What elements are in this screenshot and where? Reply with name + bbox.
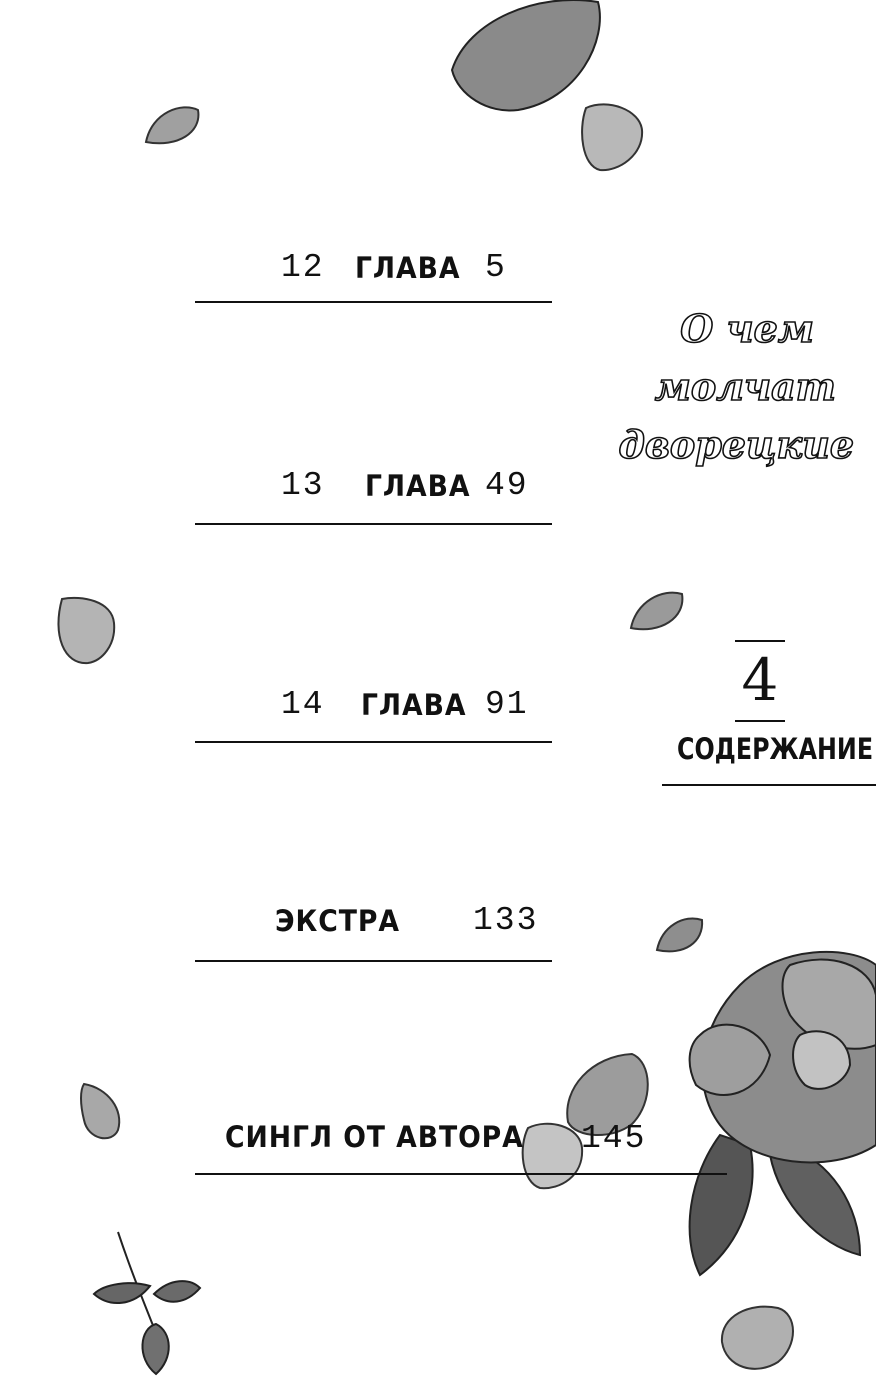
author-single-label: СИНГЛ ОТ АВТОРА xyxy=(225,1120,524,1154)
toc-divider xyxy=(195,960,552,962)
petal-icon xyxy=(142,102,202,150)
series-title-line-2: молчат xyxy=(654,364,836,409)
chapter-label: ГЛАВА xyxy=(355,251,461,285)
toc-divider xyxy=(195,1173,727,1175)
petal-icon xyxy=(52,595,118,667)
toc-divider xyxy=(195,301,552,303)
toc-entry-chapter-12[interactable] xyxy=(195,249,552,303)
chapter-number: 13 xyxy=(281,467,325,504)
extra-label: ЭКСТРА xyxy=(275,904,400,938)
petal-icon xyxy=(628,588,686,634)
toc-divider xyxy=(195,741,552,743)
petal-icon xyxy=(716,1302,798,1372)
chapter-number: 12 xyxy=(281,249,325,286)
toc-entry-author-single[interactable] xyxy=(195,1120,727,1175)
volume-number: 4 xyxy=(735,640,785,722)
toc-entry-chapter-13[interactable] xyxy=(195,467,552,525)
page-number: 5 xyxy=(485,249,507,286)
toc-entry-extra[interactable] xyxy=(195,902,552,962)
leaf-sprig-icon xyxy=(90,1228,210,1378)
page-number: 49 xyxy=(485,467,529,504)
series-title-line-3: дворецкие xyxy=(618,422,854,467)
chapter-number: 14 xyxy=(281,686,325,723)
toc-entry-chapter-14[interactable] xyxy=(195,686,552,743)
chapter-label: ГЛАВА xyxy=(361,688,467,722)
page-number: 145 xyxy=(581,1120,647,1157)
page-number: 133 xyxy=(473,902,539,939)
petal-icon xyxy=(78,1080,124,1142)
petal-icon xyxy=(448,0,608,115)
contents-divider xyxy=(662,784,876,786)
toc-divider xyxy=(195,523,552,525)
series-title-line-1: О чем xyxy=(680,306,814,351)
contents-heading: СОДЕРЖАНИЕ xyxy=(677,732,874,766)
camellia-flower-icon xyxy=(680,945,876,1285)
page-number: 91 xyxy=(485,686,529,723)
chapter-label: ГЛАВА xyxy=(365,469,471,503)
petal-icon xyxy=(578,100,646,175)
